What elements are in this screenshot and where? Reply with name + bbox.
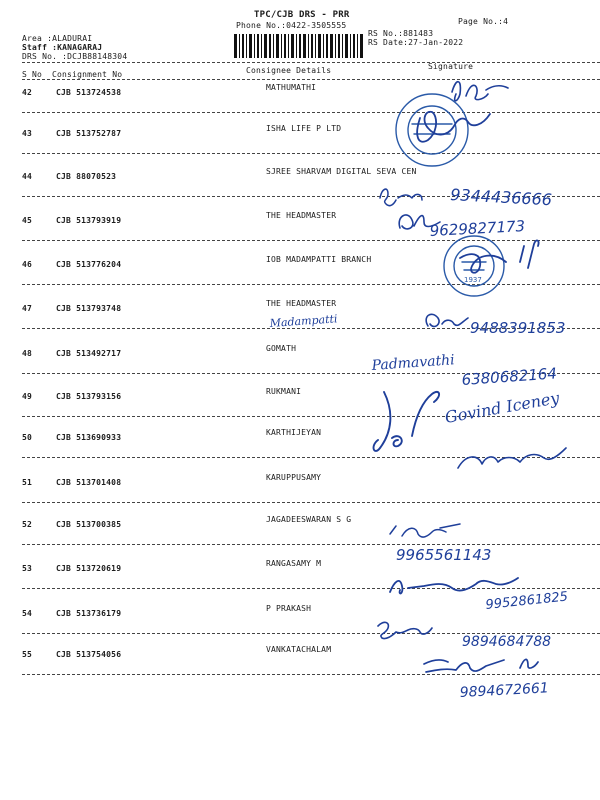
signature-row-43: [417, 112, 490, 142]
row-sno: 54: [22, 609, 33, 618]
col-header-consignee: Consignee Details: [246, 66, 332, 75]
row-consignee: ISHA LIFE P LTD: [266, 124, 342, 133]
row-consignment-no: CJB 513736179: [56, 609, 122, 618]
row-sno: 45: [22, 216, 33, 225]
row-sno: 42: [22, 88, 33, 97]
rs-number: RS No.:881483: [368, 29, 434, 38]
row-consignee: KARUPPUSAMY: [266, 473, 322, 482]
row-sno: 50: [22, 433, 33, 442]
row-sno: 46: [22, 260, 33, 269]
row-consignment-no: CJB 513690933: [56, 433, 122, 442]
signature-row-52: [390, 524, 460, 537]
signature-row-47: [426, 314, 468, 326]
phone-row-48: 6380682164: [461, 364, 558, 389]
row-consignment-no: CJB 513793156: [56, 392, 122, 401]
row-consignee: JAGADEESWARAN S G: [266, 515, 352, 524]
row-consignment-no: CJB 513720619: [56, 564, 122, 573]
phone-row-54: 9894684788: [462, 634, 552, 650]
row-sno: 55: [22, 650, 33, 659]
row-consignee: GOMATH: [266, 344, 297, 353]
handwritten-text-row-49: Govind Iceney: [443, 388, 561, 427]
row-consignee: VANKATACHALAM: [266, 645, 332, 654]
row-sno: 47: [22, 304, 33, 313]
row-sno: 53: [22, 564, 33, 573]
signature-row-42: [452, 82, 508, 101]
phone-row-45: 9629827173: [429, 217, 526, 240]
row-consignee: MATHUMATHI: [266, 83, 317, 92]
area-label: Area :ALADURAI: [22, 34, 93, 43]
row-consignment-no: CJB 513793919: [56, 216, 122, 225]
row-sno: 49: [22, 392, 33, 401]
sheet-title: TPC/CJB DRS - PRR: [254, 10, 350, 20]
rs-date: RS Date:27-Jan-2022: [368, 38, 464, 47]
phone-number: Phone No.:0422-3505555: [236, 21, 347, 30]
row-consignee: IOB MADAMPATTI BRANCH: [266, 255, 372, 264]
signature-row-50: [458, 448, 566, 468]
row-consignee: P PRAKASH: [266, 604, 312, 613]
row-consignment-no: CJB 88070523: [56, 172, 117, 181]
row-consignee: RUKMANI: [266, 387, 302, 396]
phone-row-47: 9488391853: [470, 319, 566, 337]
row-consignment-no: CJB 513492717: [56, 349, 122, 358]
phone-row-53: 9952861825: [484, 589, 569, 613]
row-sno: 44: [22, 172, 33, 181]
row-consignment-no: CJB 513793748: [56, 304, 122, 313]
row-consignment-no: CJB 513701408: [56, 478, 122, 487]
phone-row-52: 9965561143: [396, 546, 492, 564]
row-consignee: THE HEADMASTER: [266, 211, 337, 220]
phone-row-55: 9894672661: [459, 680, 550, 701]
row-consignee: SJREE SHARVAM DIGITAL SEVA CEN: [266, 167, 417, 176]
row-sno: 43: [22, 129, 33, 138]
signature-row-54: [378, 622, 432, 638]
drs-number: DRS No. :DCJB88148304: [22, 52, 128, 61]
row-consignment-no: CJB 513700385: [56, 520, 122, 529]
row-consignee: THE HEADMASTER: [266, 299, 337, 308]
col-header-consignment: Consignment No: [52, 70, 123, 79]
signature-row-49-50: [374, 392, 440, 451]
col-header-signature: Signature: [428, 62, 474, 71]
signature-row-55: [424, 659, 538, 672]
col-header-sno: S No: [22, 70, 43, 79]
isha-life-round-stamp: [396, 94, 468, 166]
row-consignee: RANGASAMY M: [266, 559, 322, 568]
handwritten-name-row-47: Madampatti: [269, 312, 338, 330]
iob-stamp-year: 1937: [464, 276, 482, 284]
handwritten-name-row-48: Padmavathi: [371, 352, 456, 374]
row-consignee: KARTHIJEYAN: [266, 428, 322, 437]
staff-label: Staff :KANAGARAJ: [22, 43, 103, 52]
row-consignment-no: CJB 513754056: [56, 650, 122, 659]
signature-row-46: [460, 240, 539, 272]
signature-row-44: [380, 189, 422, 206]
row-sno: 52: [22, 520, 33, 529]
phone-row-44: 9344436666: [449, 185, 553, 210]
row-consignment-no: CJB 513752787: [56, 129, 122, 138]
row-sno: 51: [22, 478, 33, 487]
row-consignment-no: CJB 513724538: [56, 88, 122, 97]
iob-round-stamp: [444, 236, 504, 296]
row-consignment-no: CJB 513776204: [56, 260, 122, 269]
row-sno: 48: [22, 349, 33, 358]
page-number: Page No.:4: [458, 17, 509, 26]
signature-row-53: [390, 578, 518, 593]
